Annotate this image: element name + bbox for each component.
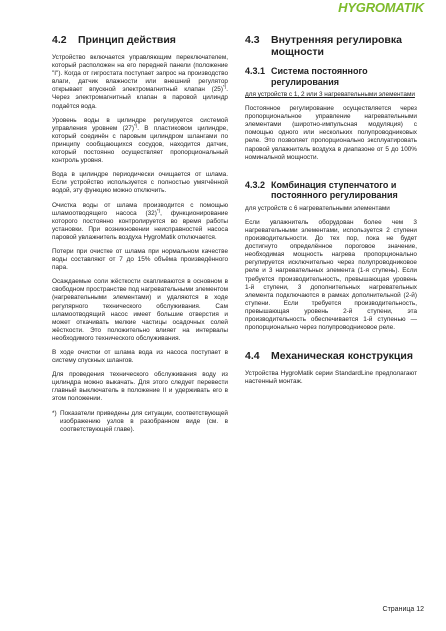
subsection-title: Комбинация ступенчатого и постоянного регулирования (271, 179, 398, 201)
brand-part1: HYGRO (338, 0, 385, 15)
footnote (52, 410, 228, 440)
section-number: 4.3 (245, 34, 260, 46)
p4-sup: *) (156, 207, 161, 213)
p2-tail: . В пластиковом цилиндре, который соединён с паровым цилиндром шлангами по принципу сообщающихся сосудов, находится датчик, который постоянно осуществляет пропорциональный контроль уровня. (52, 124, 229, 165)
subsection-number: 4.3.2 (245, 179, 266, 190)
brand-part2: MATIK (384, 0, 424, 15)
p1-text: Устройство включается управляющим переключателем, который расположен на его передней панели (положение "I"). Когда от гигростата поступает запрос на производство влаги, датчик влажности или внешний регулятор открывает впускной электромагнитный клапан (25) (52, 54, 228, 94)
paragraph-8: Для проведения технического обслуживания воду из цилиндра можно выкачать. Для этого следует перевести главный выключатель в положение II и удерживать его в этом положении. (52, 371, 228, 403)
subsection-heading-4-3-1 (245, 66, 417, 87)
p1-sup: *) (222, 84, 227, 90)
paragraph-6: Осаждаемые соли жёсткости скапливаются в основном в свободном пространстве под нагревательными элементом (нагревательными элементами) и удаляются в ходе регулярного технического обслуживания. Сам шламоотводящий насос имеет большие отверстия и может откачивать мелкие частицы осадочных солей жёсткости. Это положительно влияет на интервалы необходимого технического обслуживания. (52, 278, 228, 342)
subsection-heading-4-3-2 (245, 180, 417, 201)
section-title: Внутренняя регулировка мощности (271, 34, 402, 58)
right-column (245, 34, 417, 392)
p2-sup: *) (133, 122, 138, 128)
section-number: 4.2 (52, 34, 67, 46)
section-heading-4-4 (245, 350, 417, 362)
page-number: Страница 12 (382, 606, 424, 613)
p4-text: Очистка воды от шлама производится с помощью шламоотводящего насоса (32) (52, 201, 228, 217)
paragraph-7: В ходе очистки от шлама вода из насоса поступает в систему спускных шлангов. (52, 349, 228, 365)
footnote-text: Показатели приведены для ситуации, соответствующей изображению узлов в разобранном виде (см. в соответствующей главе). (60, 409, 228, 433)
paragraph-3: Вода в цилиндре периодически очищается от шлама. Если устройство используется с полностью умягчённой водой, эту функцию можно отключить. (52, 171, 228, 195)
section-title: Принцип действия (78, 34, 176, 46)
paragraph-1 (52, 54, 228, 111)
paragraph-4-3-2: Если увлажнитель оборудован более чем 3 нагревательными элементами, используется 2 ступени производительности. До тех пор, пока не будет достигнуто определённое пороговое значение, необходимая мощность нагрева пропорционально регулируется исключительно через полупроводниковое реле и 3 нагревательных элемента (1-я ступень). Если требуется производительность, превышающая уровень 1-й ступени, 3 дополнительных нагревательных элемента подключаются в рамках дополнительной (2-й) ступени. Если требуется производительность, превышающая уровень 2-й ступени, эта производительность обеспечивается 1-й ступенью — пропорционально через полупроводниковое реле. (245, 218, 417, 332)
p4-tail: , функционирование которого постоянно контролируется во время работы установки. При возникновении неисправностей насоса паровой увлажнитель воздуха HygroMatik отключается. (52, 209, 228, 241)
paragraph-4 (52, 202, 228, 242)
paragraph-2 (52, 117, 228, 166)
paragraph-4-4: Устройства HygroMatik серии StandardLine предполагают настенный монтаж. (245, 370, 417, 386)
brand-logo (338, 0, 424, 15)
left-column (52, 34, 228, 440)
subsection-applicability: для устройств с 6 нагревательными элементами (245, 204, 390, 212)
section-number: 4.4 (245, 350, 260, 363)
subsection-number: 4.3.1 (245, 66, 266, 76)
p1-tail: . Через электромагнитный клапан в паровой цилиндр подаётся вода. (52, 86, 228, 110)
p2-text: Уровень воды в цилиндре регулируется системой управления уровнем (27) (52, 116, 228, 132)
section-heading-4-2 (52, 34, 228, 46)
section-heading-4-3 (245, 34, 417, 58)
subsection-title: Система постоянного регулирования (271, 66, 368, 87)
paragraph-4-3-1: Постоянное регулирование осуществляется через пропорциональное управление нагревательными элементами (широтно-импульсная модуляция) с помощью одного или нескольких полупроводниковых реле. Это позволяет пропорционально эксплуатировать паровой увлажнитель воздуха в диапазоне от 5 до 100% номинальной мощности. (245, 105, 417, 161)
footnote-mark: *) (52, 409, 57, 417)
paragraph-5: Потери при очистке от шлама при нормальном качестве воды составляют от 7 до 15% объёма произведённого пара. (52, 247, 228, 272)
section-title: Механическая конструкция (271, 350, 413, 363)
subsection-applicability: для устройств с 1, 2 или 3 нагревательными элементами (245, 91, 415, 98)
